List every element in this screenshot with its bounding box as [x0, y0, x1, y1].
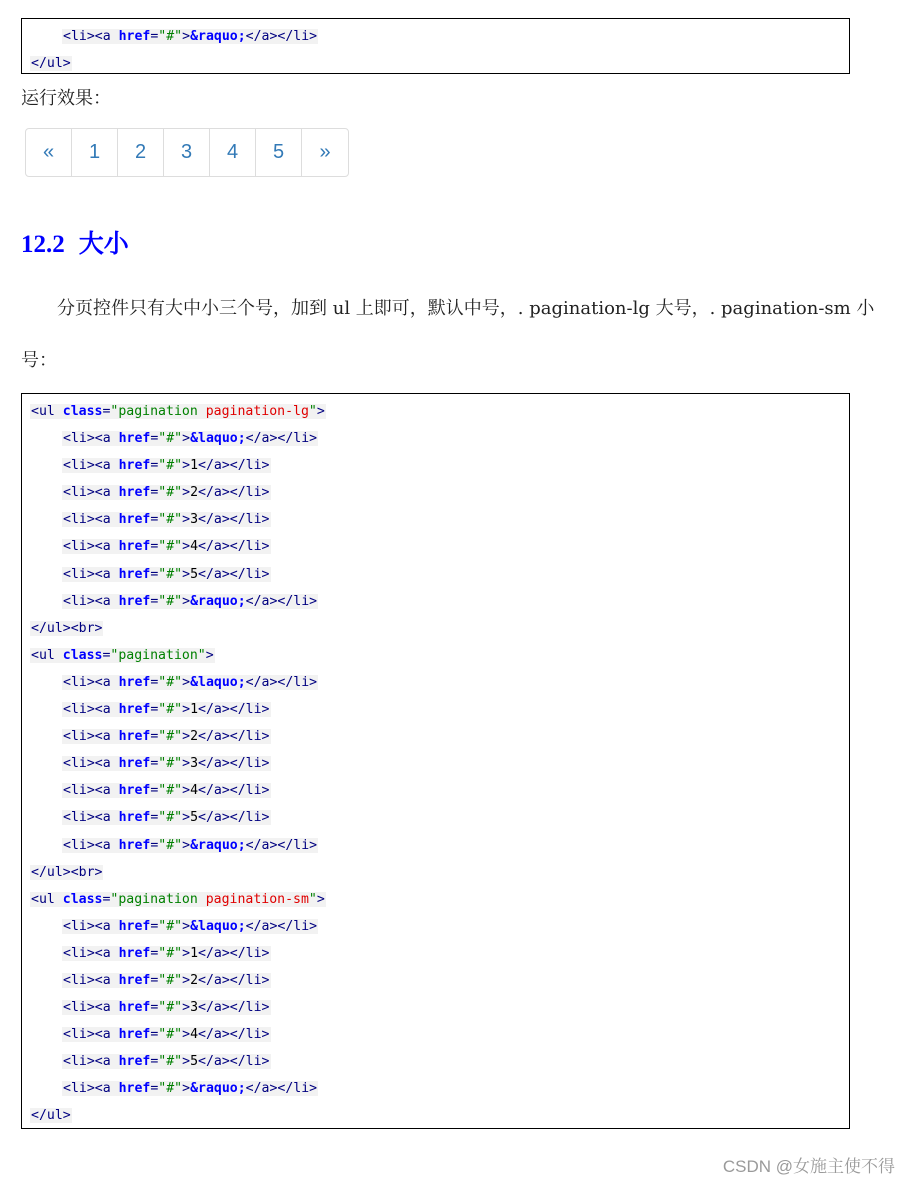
code-token: = — [150, 729, 159, 745]
code-token: "#" — [158, 972, 183, 988]
code-token: 4 — [190, 1027, 199, 1043]
code-token: > — [182, 810, 191, 826]
code-token: "#" — [158, 458, 183, 474]
code-token: 1 — [190, 702, 199, 718]
code-token: "#" — [158, 1081, 183, 1097]
code-token: <li><a — [63, 29, 119, 44]
pagination-next[interactable]: » — [319, 141, 331, 163]
code-token: href — [118, 1081, 151, 1097]
code-token: &raquo; — [190, 1081, 246, 1097]
code-token: = — [150, 1000, 159, 1016]
code-line — [30, 642, 845, 669]
code-token: href — [118, 674, 151, 690]
code-token: 2 — [190, 729, 199, 745]
code-token: class — [62, 891, 103, 907]
code-token: > — [182, 566, 191, 582]
code-token: > — [182, 458, 191, 474]
code-token: > — [316, 404, 325, 419]
code-token: </a></li> — [198, 756, 270, 772]
code-token: <li><a — [63, 783, 119, 799]
code-token: "#" — [158, 431, 183, 447]
code-segment — [62, 729, 271, 744]
code-token: <li><a — [63, 1027, 119, 1043]
code-token: </ul><br> — [31, 864, 103, 880]
code-token: "#" — [158, 729, 183, 745]
code-line — [30, 1102, 845, 1129]
code-token: </a></li> — [198, 485, 270, 501]
code-segment — [62, 919, 318, 934]
code-token: <ul — [31, 891, 63, 907]
code-segment — [62, 946, 271, 961]
code-token: <li><a — [63, 566, 119, 582]
code-token: = — [150, 674, 159, 690]
code-token: </ul> — [31, 1108, 71, 1124]
code-segment — [62, 594, 318, 609]
code-block-main — [21, 393, 850, 1129]
section-title-text: 大小 — [78, 229, 129, 258]
code-segment — [62, 783, 271, 798]
code-token: </a></li> — [245, 431, 318, 447]
code-segment — [62, 1081, 318, 1096]
code-token: &raquo; — [190, 593, 246, 609]
code-token: </a></li> — [198, 458, 270, 474]
run-effect-label: 运行效果： — [21, 88, 111, 109]
code-line — [30, 696, 845, 723]
code-token: 3 — [190, 1000, 199, 1016]
code-token: </a></li> — [198, 566, 270, 582]
code-token: = — [150, 539, 159, 555]
code-token: = — [102, 404, 111, 419]
code-token: "#" — [158, 593, 183, 609]
code-token: <li><a — [63, 431, 119, 447]
code-token: = — [150, 29, 159, 44]
code-token: pagination-sm — [205, 891, 309, 907]
code-token: > — [182, 674, 191, 690]
code-token: > — [182, 1000, 191, 1016]
code-token: </a></li> — [245, 674, 318, 690]
code-segment — [62, 702, 271, 717]
code-segment — [30, 621, 103, 636]
code-token: > — [182, 783, 191, 799]
code-token: 5 — [190, 566, 199, 582]
code-token: = — [150, 512, 159, 528]
code-token: > — [182, 512, 191, 528]
code-token: "#" — [158, 485, 183, 501]
code-token: 2 — [190, 972, 199, 988]
description-line-1: 分页控件只有大中小三个号，加到 ul 上即可，默认中号，. pagination-lg 大号，. pagination-sm 小 — [57, 298, 875, 319]
code-token: > — [182, 485, 191, 501]
code-lines — [30, 23, 845, 77]
code-token: 2 — [190, 485, 199, 501]
code-segment — [62, 29, 318, 44]
code-token: &laquo; — [190, 674, 246, 690]
pagination-demo — [25, 128, 349, 177]
code-token: &laquo; — [190, 918, 246, 934]
code-segment — [62, 1000, 271, 1015]
code-token: href — [118, 29, 151, 44]
code-token: </a></li> — [245, 29, 318, 44]
code-segment — [30, 1108, 72, 1123]
code-token: = — [150, 485, 159, 501]
code-token: = — [150, 431, 159, 447]
code-token: = — [150, 756, 159, 772]
code-segment — [62, 675, 318, 690]
code-token: </a></li> — [198, 1000, 270, 1016]
code-token: > — [182, 918, 191, 934]
code-token: "#" — [158, 756, 183, 772]
code-segment — [62, 539, 271, 554]
code-token: <li><a — [63, 972, 119, 988]
code-token: = — [150, 837, 159, 853]
code-token: "#" — [158, 702, 183, 718]
code-token: href — [118, 485, 151, 501]
code-token: <li><a — [63, 1054, 119, 1070]
code-token: "#" — [158, 512, 183, 528]
code-segment — [30, 892, 326, 907]
code-segment — [62, 1027, 271, 1042]
code-token: > — [182, 837, 191, 853]
pagination-page-5[interactable]: 5 — [256, 129, 302, 176]
code-token: "pagination — [110, 891, 206, 907]
code-token: &laquo; — [190, 431, 246, 447]
code-token: </a></li> — [198, 1027, 270, 1043]
code-token: &raquo; — [190, 837, 246, 853]
section-heading — [21, 224, 129, 260]
code-token: </a></li> — [245, 593, 318, 609]
pagination-prev[interactable]: « — [26, 129, 72, 176]
code-token: <li><a — [63, 485, 119, 501]
code-token: 4 — [190, 783, 199, 799]
code-line — [30, 832, 845, 859]
code-token: <li><a — [63, 756, 119, 772]
code-token: = — [102, 647, 111, 663]
code-token: href — [118, 837, 151, 853]
code-token: "#" — [158, 1054, 183, 1070]
code-token: href — [118, 918, 151, 934]
code-token: </a></li> — [198, 945, 270, 961]
code-line — [30, 886, 845, 913]
code-token: <li><a — [63, 539, 119, 555]
code-token: " — [308, 891, 317, 907]
code-segment — [30, 648, 215, 663]
code-token: > — [182, 702, 191, 718]
code-line — [30, 777, 845, 804]
code-token: <li><a — [63, 729, 119, 745]
code-token: </a></li> — [245, 918, 318, 934]
code-segment — [62, 458, 271, 473]
code-token: </a></li> — [198, 783, 270, 799]
code-line — [30, 913, 845, 940]
code-token: 5 — [190, 1054, 199, 1070]
code-line — [30, 1048, 845, 1075]
code-token: "#" — [158, 566, 183, 582]
code-line — [30, 669, 845, 696]
code-token: > — [182, 29, 191, 44]
code-token: href — [118, 945, 151, 961]
code-token: href — [118, 810, 151, 826]
code-token: <li><a — [63, 458, 119, 474]
code-token: " — [308, 404, 317, 419]
code-line — [30, 561, 845, 588]
code-token: 1 — [190, 945, 199, 961]
watermark: CSDN @女施主使不得 — [722, 1157, 895, 1176]
code-token: > — [182, 729, 191, 745]
code-token: <li><a — [63, 918, 119, 934]
code-token: "#" — [158, 837, 183, 853]
code-segment — [30, 404, 326, 419]
code-segment — [62, 810, 271, 825]
code-segment — [62, 838, 318, 853]
code-line — [30, 804, 845, 831]
code-line — [30, 506, 845, 533]
code-segment — [62, 973, 271, 988]
code-token: "#" — [158, 783, 183, 799]
code-token: > — [316, 891, 325, 907]
code-token: 3 — [190, 756, 199, 772]
code-token: "#" — [158, 539, 183, 555]
code-token: href — [118, 539, 151, 555]
code-token: <li><a — [63, 512, 119, 528]
code-token: </a></li> — [198, 512, 270, 528]
code-token: = — [150, 1027, 159, 1043]
code-token: > — [182, 1027, 191, 1043]
code-token: pagination-lg — [205, 404, 309, 419]
code-token: href — [118, 566, 151, 582]
code-line — [30, 940, 845, 967]
code-block-top — [21, 18, 850, 74]
code-token: class — [62, 647, 103, 663]
code-line — [30, 479, 845, 506]
code-line — [30, 1075, 845, 1102]
code-token: = — [150, 593, 159, 609]
code-token: = — [150, 458, 159, 474]
code-token: <li><a — [63, 837, 119, 853]
code-token: > — [182, 539, 191, 555]
code-token: href — [118, 783, 151, 799]
code-token: </ul><br> — [31, 620, 103, 636]
code-token: 3 — [190, 512, 199, 528]
pagination-page-1[interactable]: 1 — [72, 129, 118, 176]
code-token: > — [182, 972, 191, 988]
code-token: > — [182, 756, 191, 772]
code-segment — [62, 431, 318, 446]
code-segment — [30, 865, 103, 880]
pagination-page-2[interactable]: 2 — [118, 129, 164, 176]
code-token: = — [150, 918, 159, 934]
code-token: = — [150, 972, 159, 988]
code-token: </ul> — [31, 56, 71, 72]
code-line — [30, 425, 845, 452]
code-token: > — [182, 593, 191, 609]
code-lines — [30, 398, 845, 1130]
code-token: = — [150, 1054, 159, 1070]
code-token: "pagination" — [110, 647, 206, 663]
code-token: = — [150, 566, 159, 582]
description-line-2: 号： — [21, 350, 57, 371]
code-token: > — [182, 431, 191, 447]
code-token: <li><a — [63, 1081, 119, 1097]
code-token: <li><a — [63, 593, 119, 609]
code-line — [30, 50, 845, 77]
code-segment — [62, 756, 271, 771]
code-token: &raquo; — [190, 29, 246, 44]
code-line — [30, 615, 845, 642]
code-segment — [30, 56, 72, 71]
code-token: "#" — [158, 918, 183, 934]
code-token: = — [102, 891, 111, 907]
code-token: 4 — [190, 539, 199, 555]
code-line — [30, 1021, 845, 1048]
code-token: </a></li> — [198, 539, 270, 555]
code-token: = — [150, 945, 159, 961]
code-token: href — [118, 756, 151, 772]
section-number: 12.2 — [21, 231, 65, 258]
code-token: 5 — [190, 810, 199, 826]
code-token: href — [118, 972, 151, 988]
code-line — [30, 398, 845, 425]
code-token: </a></li> — [245, 1081, 318, 1097]
code-token: <ul — [31, 647, 63, 663]
code-line — [30, 994, 845, 1021]
code-token: <li><a — [63, 810, 119, 826]
code-token: > — [182, 1081, 191, 1097]
code-token: href — [118, 512, 151, 528]
code-token: "#" — [158, 1027, 183, 1043]
code-token: <li><a — [63, 674, 119, 690]
code-segment — [62, 512, 271, 527]
code-token: href — [118, 593, 151, 609]
code-token: href — [118, 1027, 151, 1043]
code-segment — [62, 567, 271, 582]
code-token: </a></li> — [198, 972, 270, 988]
code-segment — [62, 485, 271, 500]
code-line — [30, 588, 845, 615]
code-token: > — [205, 647, 214, 663]
pagination-page-3[interactable]: 3 — [164, 129, 210, 176]
code-token: "#" — [158, 810, 183, 826]
code-token: href — [118, 1000, 151, 1016]
code-token: </a></li> — [198, 810, 270, 826]
code-token: </a></li> — [198, 702, 270, 718]
code-token: "#" — [158, 945, 183, 961]
code-segment — [62, 1054, 271, 1069]
code-token: href — [118, 431, 151, 447]
code-token: href — [118, 1054, 151, 1070]
pagination-page-4[interactable]: 4 — [210, 129, 256, 176]
code-token: <li><a — [63, 702, 119, 718]
code-line — [30, 750, 845, 777]
code-token: = — [150, 702, 159, 718]
code-token: <li><a — [63, 1000, 119, 1016]
code-token: <ul — [31, 404, 63, 419]
code-token: </a></li> — [198, 729, 270, 745]
code-token: 1 — [190, 458, 199, 474]
code-token: href — [118, 729, 151, 745]
code-token: href — [118, 458, 151, 474]
code-line — [30, 23, 845, 50]
code-token: "pagination — [110, 404, 206, 419]
code-line — [30, 723, 845, 750]
code-line — [30, 452, 845, 479]
code-line — [30, 967, 845, 994]
code-token: = — [150, 783, 159, 799]
code-token: <li><a — [63, 945, 119, 961]
code-token: > — [182, 945, 191, 961]
code-token: "#" — [158, 1000, 183, 1016]
code-token: </a></li> — [245, 837, 318, 853]
code-token: class — [62, 404, 103, 419]
code-line — [30, 859, 845, 886]
code-token: href — [118, 702, 151, 718]
code-token: > — [182, 1054, 191, 1070]
code-line — [30, 533, 845, 560]
code-token: "#" — [158, 29, 183, 44]
code-token: "#" — [158, 674, 183, 690]
code-token: </a></li> — [198, 1054, 270, 1070]
code-token: = — [150, 810, 159, 826]
code-token: = — [150, 1081, 159, 1097]
